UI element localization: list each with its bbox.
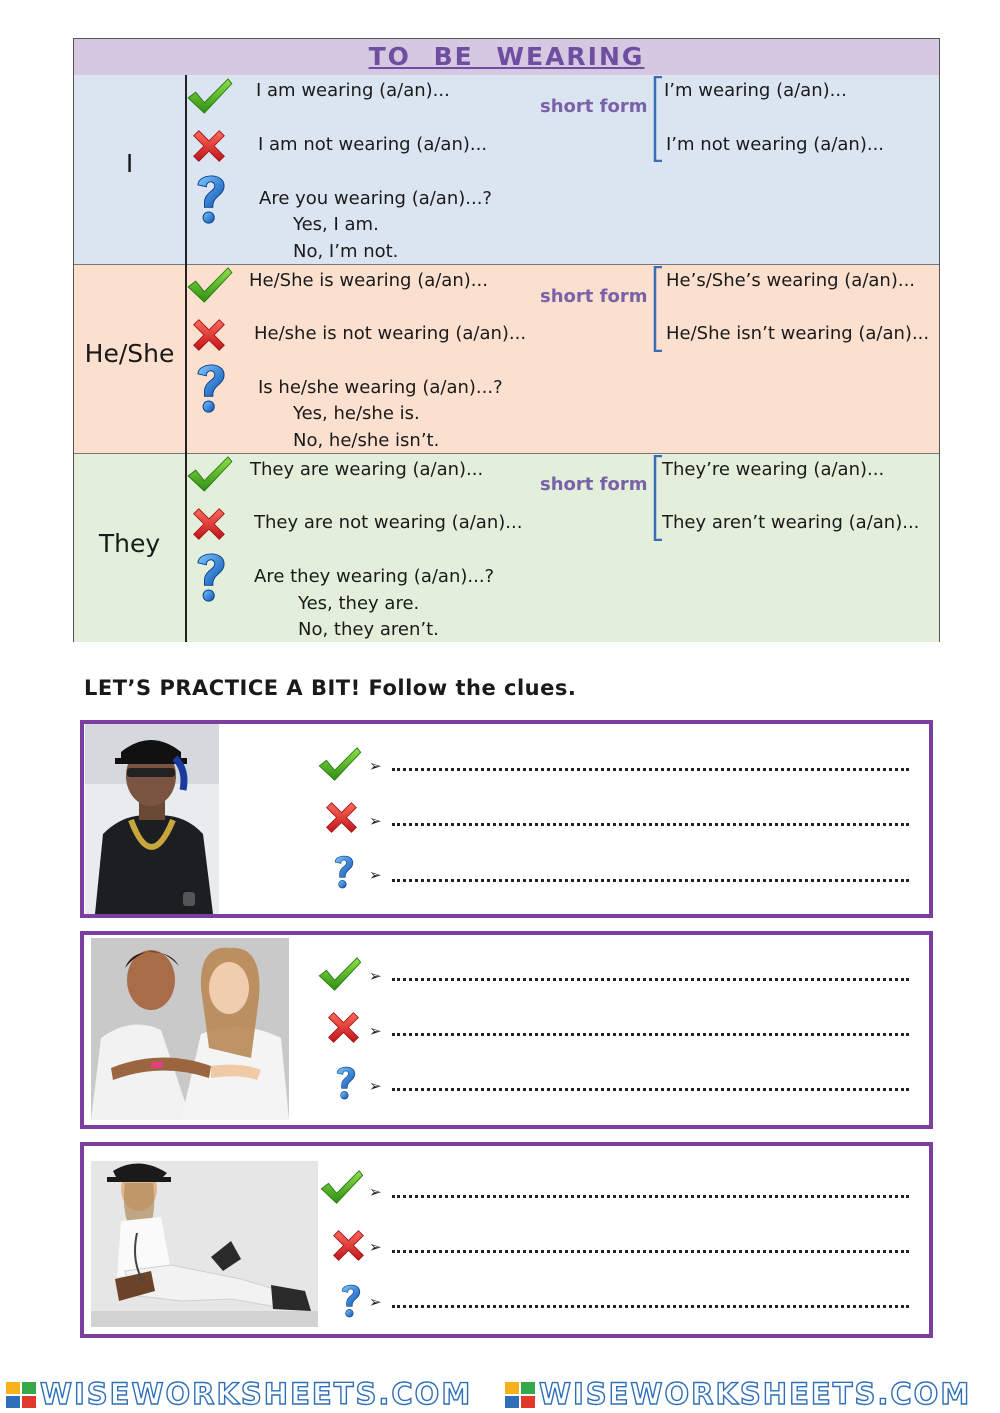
negative-sentence: They are not wearing (a/an)... bbox=[254, 512, 523, 533]
short-affirmative: He’s/She’s wearing (a/an)... bbox=[666, 270, 916, 291]
photo-woman-sitting bbox=[91, 1161, 318, 1327]
short-negative: I’m not wearing (a/an)... bbox=[666, 134, 885, 155]
affirmative-sentence: I am wearing (a/an)... bbox=[256, 80, 450, 101]
cross-icon bbox=[327, 1011, 360, 1044]
bracket-icon bbox=[653, 76, 663, 162]
watermark-text: WISEWORKSHEETS.COM bbox=[40, 1377, 473, 1411]
short-answer-no: No, they aren’t. bbox=[298, 619, 439, 640]
check-icon bbox=[318, 1169, 366, 1205]
table-title: TO BE WEARING bbox=[368, 42, 645, 71]
wiseworksheets-logo-icon bbox=[505, 1382, 535, 1408]
cross-icon bbox=[332, 1229, 365, 1262]
arrow-icon: ➢ bbox=[369, 812, 382, 830]
short-negative: They aren’t wearing (a/an)... bbox=[662, 512, 920, 533]
cross-icon bbox=[325, 801, 358, 834]
question-icon bbox=[331, 852, 357, 890]
answer-line[interactable] bbox=[392, 823, 909, 826]
question-sentence: Are you wearing (a/an)...? bbox=[259, 188, 492, 209]
column-divider bbox=[185, 75, 187, 642]
arrow-icon: ➢ bbox=[369, 1022, 382, 1040]
watermark-text: WISEWORKSHEETS.COM bbox=[539, 1377, 972, 1411]
check-icon bbox=[185, 455, 235, 493]
answer-line[interactable] bbox=[392, 978, 909, 981]
subject-label: I bbox=[125, 149, 134, 178]
affirmative-sentence: They are wearing (a/an)... bbox=[250, 459, 484, 480]
arrow-icon: ➢ bbox=[369, 1077, 382, 1095]
grammar-table bbox=[73, 38, 940, 642]
answer-line[interactable] bbox=[392, 1195, 909, 1198]
table-title-bar bbox=[74, 39, 939, 76]
subject-label: They bbox=[98, 529, 161, 558]
cross-icon bbox=[192, 129, 226, 163]
arrow-icon: ➢ bbox=[369, 1238, 382, 1256]
check-icon bbox=[316, 956, 364, 992]
answer-line[interactable] bbox=[392, 1088, 909, 1091]
check-icon bbox=[185, 266, 235, 304]
wiseworksheets-logo-icon bbox=[6, 1382, 36, 1408]
short-answer-yes: Yes, they are. bbox=[298, 593, 420, 614]
question-icon bbox=[192, 548, 230, 604]
arrow-icon: ➢ bbox=[369, 1183, 382, 1201]
short-answer-yes: Yes, I am. bbox=[293, 214, 379, 235]
question-sentence: Are they wearing (a/an)...? bbox=[254, 566, 495, 587]
question-sentence: Is he/she wearing (a/an)...? bbox=[258, 377, 503, 398]
short-answer-no: No, I’m not. bbox=[293, 241, 399, 262]
arrow-icon: ➢ bbox=[369, 1293, 382, 1311]
negative-sentence: I am not wearing (a/an)... bbox=[258, 134, 488, 155]
check-icon bbox=[316, 746, 364, 782]
short-answer-yes: Yes, he/she is. bbox=[293, 403, 420, 424]
short-form-label: short form bbox=[540, 96, 648, 117]
short-negative: He/She isn’t wearing (a/an)... bbox=[666, 323, 930, 344]
question-icon bbox=[192, 170, 230, 226]
subject-label: He/She bbox=[84, 339, 175, 368]
arrow-icon: ➢ bbox=[369, 757, 382, 775]
negative-sentence: He/she is not wearing (a/an)... bbox=[254, 323, 527, 344]
answer-line[interactable] bbox=[392, 1033, 909, 1036]
answer-line[interactable] bbox=[392, 879, 909, 882]
short-form-label: short form bbox=[540, 286, 648, 307]
short-affirmative: They’re wearing (a/an)... bbox=[662, 459, 885, 480]
cross-icon bbox=[192, 507, 226, 541]
answer-line[interactable] bbox=[392, 1305, 909, 1308]
question-icon bbox=[333, 1063, 359, 1101]
question-icon bbox=[192, 359, 230, 415]
arrow-icon: ➢ bbox=[369, 866, 382, 884]
arrow-icon: ➢ bbox=[369, 967, 382, 985]
photo-couple bbox=[91, 938, 289, 1120]
question-icon bbox=[338, 1281, 364, 1319]
short-form-label: short form bbox=[540, 474, 648, 495]
affirmative-sentence: He/She is wearing (a/an)... bbox=[249, 270, 488, 291]
answer-line[interactable] bbox=[392, 1250, 909, 1253]
photo-man-with-cap bbox=[85, 724, 219, 914]
practice-title: LET’S PRACTICE A BIT! Follow the clues. bbox=[84, 676, 577, 700]
short-answer-no: No, he/she isn’t. bbox=[293, 430, 440, 451]
bracket-icon bbox=[653, 266, 663, 352]
short-affirmative: I’m wearing (a/an)... bbox=[664, 80, 847, 101]
cross-icon bbox=[192, 318, 226, 352]
answer-line[interactable] bbox=[392, 768, 909, 771]
check-icon bbox=[185, 77, 235, 115]
